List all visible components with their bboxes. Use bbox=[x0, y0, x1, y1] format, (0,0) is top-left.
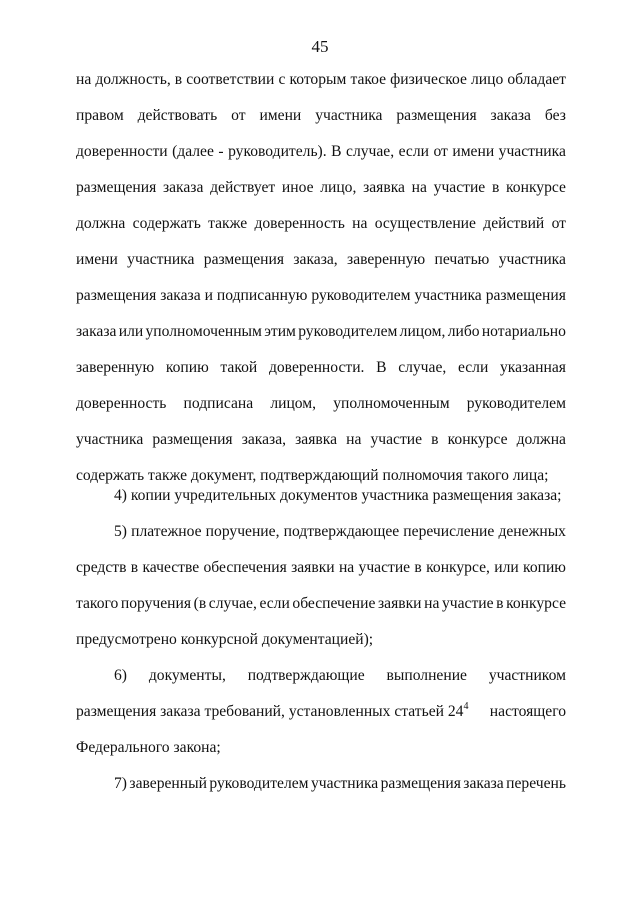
word: в bbox=[414, 559, 422, 576]
word: на bbox=[76, 71, 92, 88]
line-text bbox=[76, 386, 566, 422]
word: заверенную bbox=[347, 251, 426, 268]
line-text: Федерального закона; bbox=[76, 739, 221, 756]
line-text bbox=[76, 242, 566, 278]
line-text bbox=[76, 550, 566, 586]
text-line bbox=[76, 694, 566, 730]
word: лицо, bbox=[320, 179, 357, 196]
word: участие bbox=[358, 559, 411, 576]
text-line bbox=[76, 622, 566, 658]
word: правом bbox=[76, 107, 124, 124]
word: подтверждающие bbox=[247, 667, 365, 684]
word: доверенность bbox=[76, 395, 167, 412]
word: должна bbox=[76, 215, 126, 232]
line-text: предусмотрено конкурсной документацией); bbox=[76, 631, 374, 648]
word: случае, bbox=[346, 143, 395, 160]
word: печатью bbox=[434, 251, 490, 268]
word: участника bbox=[310, 775, 379, 792]
word: на bbox=[411, 179, 427, 196]
word: также bbox=[208, 215, 248, 232]
line-text bbox=[76, 278, 566, 314]
word: которым bbox=[289, 71, 347, 88]
line-text bbox=[76, 694, 468, 730]
word: или bbox=[118, 323, 144, 340]
word: либо bbox=[447, 323, 480, 340]
word: от bbox=[231, 107, 246, 124]
word: заявки bbox=[377, 595, 422, 612]
word: (в bbox=[193, 595, 207, 612]
text-line bbox=[76, 478, 566, 514]
word: если bbox=[457, 359, 489, 376]
word: В bbox=[376, 359, 387, 376]
line-text bbox=[76, 62, 566, 98]
word: в bbox=[431, 431, 439, 448]
word: доверенности bbox=[76, 143, 168, 160]
word: содержать bbox=[132, 215, 201, 232]
word: заявка bbox=[363, 179, 405, 196]
list-item-4 bbox=[76, 478, 566, 514]
word: осуществление bbox=[374, 215, 476, 232]
word: такое bbox=[350, 71, 387, 88]
word: подписанную bbox=[216, 287, 308, 304]
word: перечень bbox=[506, 775, 566, 792]
word: участие bbox=[441, 595, 494, 612]
word: размещения bbox=[485, 287, 566, 304]
word: размещения bbox=[380, 775, 461, 792]
word: участником bbox=[488, 667, 566, 684]
word: 7) bbox=[114, 775, 127, 792]
word: заявки bbox=[291, 559, 335, 576]
word: в bbox=[130, 559, 139, 576]
word: копию bbox=[523, 559, 566, 576]
word: действует bbox=[210, 179, 276, 196]
word: заверенный bbox=[129, 775, 207, 792]
word: поручение, bbox=[205, 523, 280, 540]
line-text-part: размещения заказа требований, установленных статьей 24 bbox=[76, 703, 464, 720]
text-line bbox=[76, 550, 566, 586]
word: заказа bbox=[160, 287, 201, 304]
word: выполнение bbox=[386, 667, 467, 684]
line-text bbox=[76, 170, 566, 206]
word: конкурсе bbox=[506, 595, 566, 612]
superscript: 4 bbox=[463, 700, 469, 712]
text-line bbox=[76, 586, 566, 622]
word: без bbox=[544, 107, 566, 124]
text-line bbox=[76, 170, 566, 206]
line-text bbox=[114, 658, 566, 694]
word: заказа bbox=[490, 107, 531, 124]
word: копию bbox=[165, 359, 209, 376]
line-text bbox=[76, 422, 566, 458]
text-line bbox=[76, 422, 566, 458]
word: имени bbox=[259, 107, 302, 124]
word: случае, bbox=[208, 595, 257, 612]
word: участие bbox=[433, 179, 486, 196]
word: иное bbox=[281, 179, 314, 196]
word: этим bbox=[264, 323, 296, 340]
text-line bbox=[76, 730, 566, 766]
word: платежное bbox=[131, 523, 202, 540]
word: размещения bbox=[396, 107, 477, 124]
text-line bbox=[76, 350, 566, 386]
word: 5) bbox=[114, 523, 127, 540]
word: в bbox=[174, 71, 183, 88]
word: участника bbox=[498, 251, 566, 268]
word: размещения bbox=[152, 431, 233, 448]
word: обладает bbox=[507, 71, 566, 88]
word: руководителем bbox=[298, 323, 398, 340]
word: (далее bbox=[172, 143, 214, 160]
word: лицо bbox=[470, 71, 504, 88]
word: от bbox=[433, 143, 448, 160]
word: руководитель). bbox=[228, 143, 327, 160]
word: участника bbox=[315, 107, 383, 124]
word: действий bbox=[483, 215, 545, 232]
word: руководителем bbox=[466, 395, 566, 412]
word: заказа, bbox=[293, 251, 338, 268]
text-line bbox=[76, 242, 566, 278]
word: качестве bbox=[142, 559, 200, 576]
list-item-6 bbox=[76, 658, 566, 766]
word: руководителем bbox=[311, 287, 411, 304]
word: документы, bbox=[148, 667, 226, 684]
word: размещения bbox=[76, 179, 157, 196]
word: участника bbox=[76, 431, 144, 448]
word: доверенности. bbox=[268, 359, 365, 376]
word: подтверждающее bbox=[283, 523, 400, 540]
word: денежных bbox=[498, 523, 566, 540]
word: на bbox=[352, 215, 368, 232]
text-line bbox=[76, 314, 566, 350]
line-text bbox=[76, 350, 566, 386]
word: в bbox=[496, 595, 504, 612]
text-line bbox=[76, 658, 566, 694]
page-number: 45 bbox=[311, 37, 329, 56]
word: в bbox=[491, 179, 500, 196]
line-text bbox=[114, 514, 566, 550]
word: конкурсе bbox=[506, 179, 566, 196]
line-text bbox=[76, 206, 566, 242]
word: если bbox=[398, 143, 429, 160]
word: нотариально bbox=[481, 323, 566, 340]
word: лицом, bbox=[270, 395, 317, 412]
word: от bbox=[551, 215, 566, 232]
line-text: содержать также документ, подтверждающий полномочия такого лица; bbox=[76, 467, 549, 484]
word: конкурсе bbox=[447, 431, 508, 448]
list-item-5 bbox=[76, 514, 566, 658]
word: физическое bbox=[390, 71, 467, 88]
word: перечисление bbox=[403, 523, 495, 540]
word: подписана bbox=[183, 395, 254, 412]
text-line bbox=[76, 766, 566, 802]
word: на bbox=[424, 595, 440, 612]
text-line bbox=[76, 278, 566, 314]
word: обеспечения bbox=[203, 559, 287, 576]
word: действовать bbox=[137, 107, 218, 124]
word: заказа bbox=[162, 179, 204, 196]
word: 6) bbox=[114, 667, 127, 684]
text-line bbox=[76, 386, 566, 422]
word: заказа bbox=[463, 775, 504, 792]
word: участника bbox=[414, 287, 482, 304]
list-item-7 bbox=[76, 766, 566, 802]
word: имени bbox=[452, 143, 495, 160]
line-text bbox=[76, 314, 566, 350]
word: В bbox=[331, 143, 342, 160]
word: на bbox=[338, 559, 355, 576]
line-text bbox=[76, 98, 566, 134]
word: указанная bbox=[499, 359, 566, 376]
word: участника bbox=[498, 143, 566, 160]
word: заверенную bbox=[76, 359, 155, 376]
word: участие bbox=[370, 431, 423, 448]
word: конкурсе, bbox=[426, 559, 490, 576]
line-text bbox=[114, 766, 566, 802]
line-text bbox=[76, 586, 566, 622]
word: и bbox=[204, 287, 213, 304]
word: руководителем bbox=[209, 775, 309, 792]
paragraph-continuation bbox=[76, 62, 566, 494]
word: заказа, bbox=[241, 431, 287, 448]
word: заявка bbox=[295, 431, 337, 448]
word: с bbox=[278, 71, 286, 88]
word: на bbox=[346, 431, 362, 448]
word: такой bbox=[220, 359, 258, 376]
text-line bbox=[76, 62, 566, 98]
word: должность, bbox=[95, 71, 171, 88]
word: уполномоченным bbox=[333, 395, 450, 412]
word: уполномоченным bbox=[145, 323, 262, 340]
word: - bbox=[218, 143, 224, 160]
word: средств bbox=[76, 559, 127, 576]
word: если bbox=[259, 595, 290, 612]
word: лицом, bbox=[399, 323, 446, 340]
word: или bbox=[494, 559, 519, 576]
text-line bbox=[76, 206, 566, 242]
word: участника bbox=[127, 251, 195, 268]
word: такого bbox=[76, 595, 119, 612]
line-text bbox=[76, 134, 566, 170]
text-line bbox=[76, 98, 566, 134]
word: размещения bbox=[203, 251, 285, 268]
word: соответствии bbox=[186, 71, 275, 88]
word: обеспечение bbox=[292, 595, 376, 612]
text-line bbox=[76, 514, 566, 550]
text-line bbox=[76, 134, 566, 170]
word: случае, bbox=[398, 359, 447, 376]
word: доверенность bbox=[254, 215, 345, 232]
word: поручения bbox=[120, 595, 192, 612]
word: заказа bbox=[76, 323, 117, 340]
word: размещения bbox=[76, 287, 157, 304]
line-text-tail: настоящего bbox=[489, 703, 566, 720]
word: должна bbox=[516, 431, 566, 448]
line-text: 4) копии учредительных документов участника размещения заказа; bbox=[114, 487, 562, 504]
word: имени bbox=[76, 251, 118, 268]
